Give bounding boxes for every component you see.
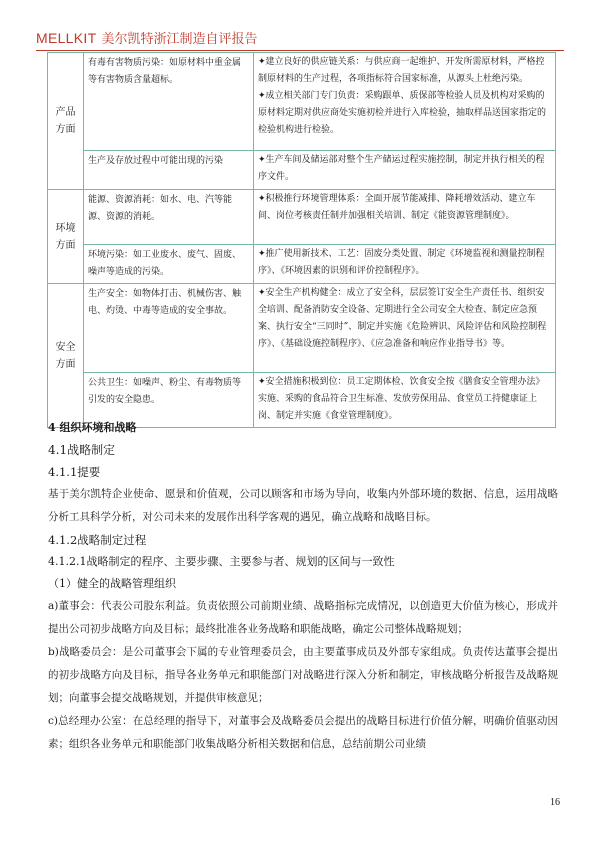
table-row bbox=[48, 151, 556, 190]
table-row bbox=[48, 245, 556, 284]
category-cell: 环境方面 bbox=[48, 190, 84, 284]
source-cell: 生产及存放过程中可能出现的污染 bbox=[84, 151, 254, 190]
measure-text: ✦积极推行环境管理体系：全面开展节能减排、降耗增效活动、建立车间、岗位考核责任制并加强相关培训、制定《能资源管理制度》。 bbox=[258, 194, 536, 221]
measure-text: ✦推广使用新技术、工艺：固废分类处置、制定《环境监视和测量控制程序》、《环境因素的识别和评价控制程序》。 bbox=[258, 249, 545, 276]
section-heading: 4.1战略制定 bbox=[48, 443, 116, 457]
paragraph: a)董事会：代表公司股东利益。负责依照公司前期业绩、战略指标完成情况，以创造更大价值为核心，形成并提出公司初步战略方向及目标；最终批准各业务战略和职能战略，确定公司整体战略规划； bbox=[48, 600, 558, 635]
source-cell: 有毒有害物质污染：如原材料中重金属等有害物质含量超标。 bbox=[84, 53, 254, 151]
measure-cell bbox=[254, 284, 556, 373]
paragraph: b)战略委员会：是公司董事会下属的专业管理委员会，由主要董事成员及外部专家组成。负责传达董事会提出的初步战略方向及目标，指导各业务单元和职能部门对战略进行深入分析和制定，审核战略分析报告及战略规划；向董事会提交战略规划，并提供审核意见； bbox=[48, 646, 558, 704]
section-heading: 4.1.2战略制定过程 bbox=[48, 533, 147, 547]
measure-text: ✦建立良好的供应链关系：与供应商一起维护、开发所需原材料，严格控制原材料的生产过程，各项指标符合国家标准，从源头上杜绝污染。 bbox=[258, 57, 545, 84]
measure-cell bbox=[254, 151, 556, 190]
source-cell: 能源、资源消耗：如水、电、汽等能源、资源的消耗。 bbox=[84, 190, 254, 245]
report-title: 美尔凯特浙江制造自评报告 bbox=[101, 32, 258, 47]
category-cell: 产品方面 bbox=[48, 53, 84, 190]
measure-cell bbox=[254, 245, 556, 284]
document-body bbox=[48, 417, 558, 756]
section-heading: （1）健全的战略管理组织 bbox=[48, 577, 176, 590]
table-row bbox=[48, 53, 556, 151]
source-cell: 环境污染：如工业废水、废气、固废、噪声等造成的污染。 bbox=[84, 245, 254, 284]
table-row bbox=[48, 284, 556, 373]
paragraph: c)总经理办公室：在总经理的指导下，对董事会及战略委员会提出的战略目标进行价值分解，明确价值驱动因素；组织各业务单元和职能部门收集战略分析相关数据和信息，总结前期公司业绩 bbox=[48, 715, 558, 750]
measure-text: ✦安全措施积极到位：员工定期体检、饮食安全按《膳食安全管理办法》实施、采购的食品符合卫生标准、发放劳保用品、食堂员工持健康证上岗、制定并实施《食堂管理制度》。 bbox=[258, 377, 545, 421]
paragraph: 基于美尔凯特企业使命、愿景和价值观，公司以顾客和市场为导向，收集内外部环境的数据、信息，运用战略分析工具科学分析，对公司未来的发展作出科学客观的遇见，确立战略和战略目标。 bbox=[48, 488, 558, 523]
measure-cell bbox=[254, 53, 556, 151]
table-row bbox=[48, 190, 556, 245]
source-cell: 公共卫生：如噪声、粉尘、有毒物质等引发的安全隐患。 bbox=[84, 373, 254, 428]
measure-text: ✦生产车间及储运部对整个生产储运过程实施控制，制定并执行相关的程序文件。 bbox=[258, 155, 545, 182]
source-cell: 生产安全：如物体打击、机械伤害、触电、灼烫、中毒等造成的安全事故。 bbox=[84, 284, 254, 373]
page-header bbox=[36, 28, 564, 51]
section-heading: 4.1.1提要 bbox=[48, 465, 101, 479]
category-cell: 安全方面 bbox=[48, 284, 84, 428]
measure-text: ✦成立相关部门专门负责：采购跟单、质保部等检验人员及机构对采购的原材料定期对供应商处实施初检并进行入库检验，抽取样品送国家指定的检验机构进行检验。 bbox=[258, 91, 547, 135]
measure-cell bbox=[254, 190, 556, 245]
page-number: 16 bbox=[550, 797, 560, 808]
section-heading: 4 组织环境和战略 bbox=[48, 421, 137, 434]
measure-text: ✦安全生产机构健全：成立了安全科，层层签订安全生产责任书、组织安全培训、配备消防安全设备、定期进行全公司安全大检查、制定应急预案、执行安全“三同时”、制定并实施《危险辨识、风险评估和风险控制程序》、《基础设施控制程序》、《应急准备和响应作业指导书》等。 bbox=[258, 288, 547, 349]
risk-table bbox=[47, 52, 556, 428]
section-heading: 4.1.2.1战略制定的程序、主要步骤、主要参与者、规划的区间与一致性 bbox=[48, 555, 395, 568]
company-logo: MELLKIT bbox=[36, 30, 97, 46]
